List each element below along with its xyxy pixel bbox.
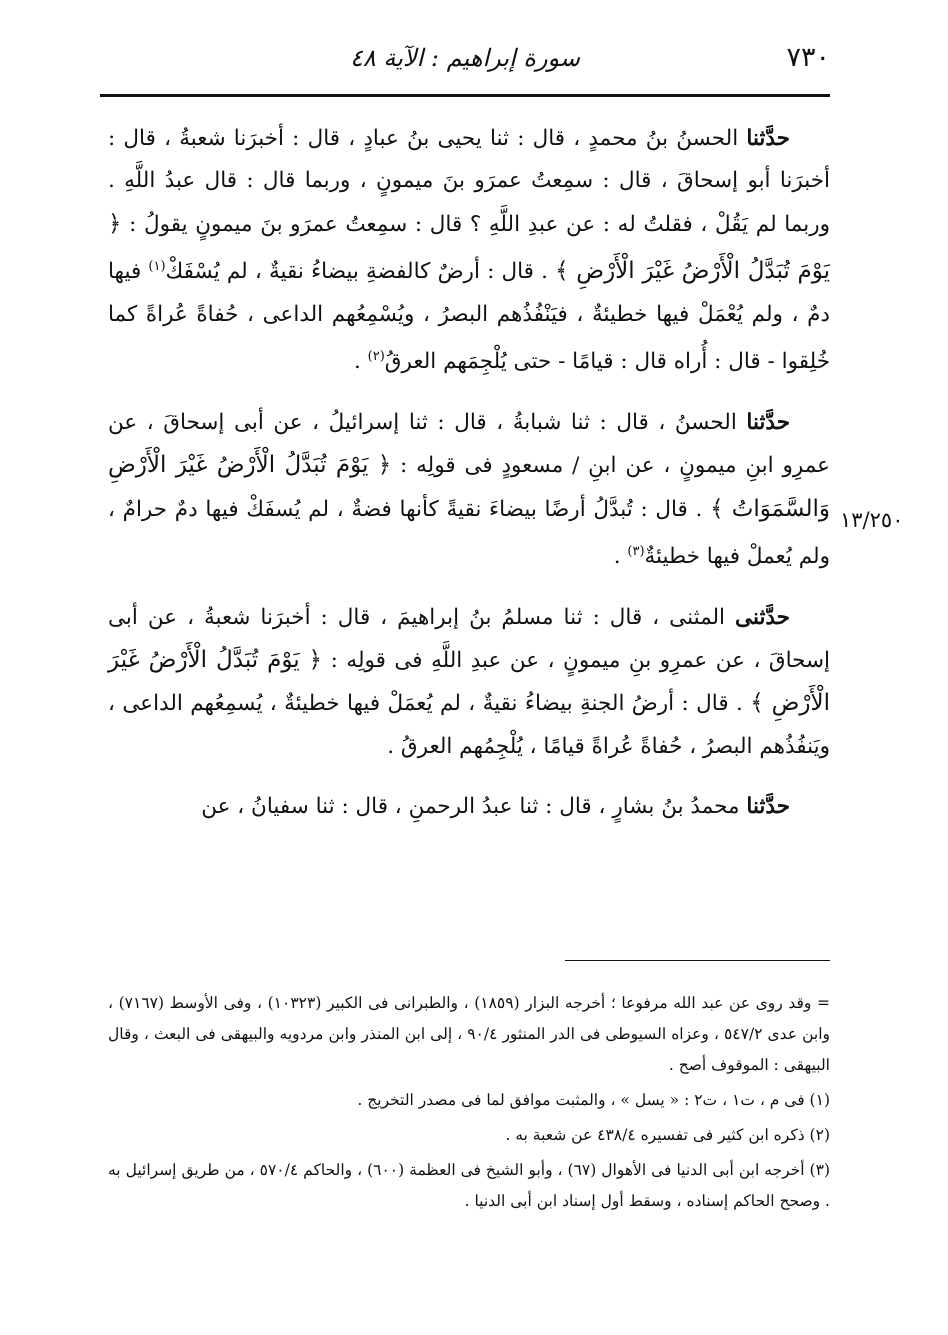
paragraph-text: . <box>353 349 368 375</box>
paragraph-lead: حدَّثنا <box>746 794 790 820</box>
footnote-ref[interactable]: (١) <box>148 259 166 275</box>
footnote-1: (١) فى م ، ت١ ، ت٢ : « يسل » ، والمثبت موافق لما فى مصدر التخريج . <box>357 1091 830 1109</box>
page-number: ٧٣٠ <box>786 42 830 73</box>
paragraph-text: المثنى ، قال : ثنا مسلمُ بنُ إبراهيمَ ، قال : أخبرَنا شعبةُ ، عن أبى إسحاقَ ، عن عمرِو بنِ ميمونٍ ، عن عبدِ اللَّهِ فى قولِه : <box>108 604 830 673</box>
footnote-continuation: = وقد روى عن عبد الله مرفوعا ؛ أخرجه البزار (١٨٥٩) ، والطبرانى فى الكبير (١٠٣٢٣) ، وفى الأوسط (٧١٦٧) ، وابن عدى ٥٤٧/٢ ، وعزاه السيوطى فى الدر المنثور ٩٠/٤ ، إلى ابن المنذر وابن مردويه والبيهقى فى البعث ، وقال البيهقى : الموقوف أصح . <box>108 994 831 1074</box>
paragraph-lead: حدَّثنا <box>746 409 790 435</box>
quran-verse: ﴿ يَوْمَ تُبَدَّلُ الْأَرْضُ غَيْرَ الْأَرْضِ ﴾ <box>108 210 831 285</box>
running-title: سورة إبراهيم : الآية ٤٨ <box>349 44 581 72</box>
footnotes <box>108 988 830 1221</box>
footnote-separator <box>565 960 830 961</box>
footnote-ref[interactable]: (٢) <box>367 349 385 365</box>
footnote-2: (٢) ذكره ابن كثير فى تفسيره ٤٣٨/٤ عن شعبة به . <box>505 1126 830 1144</box>
paragraph-text: . قال : أرضٌ كالفضةِ بيضاءُ نقيةٌ ، لم يُسْفَكْ <box>165 259 556 285</box>
paragraph-lead: حدَّثنى <box>735 604 790 630</box>
paragraph-text: . قال : تُبدَّلُ أرضًا بيضاءَ نقيةً كأنها فضةٌ ، لم يُسفَكْ فيها دمٌ حرامٌ ، ولم يُعملْ فيها خطيئةٌ <box>108 496 830 570</box>
paragraph-text: . <box>613 544 628 570</box>
paragraph-text: الحسنُ بنُ محمدٍ ، قال : ثنا يحيى بنُ عبادٍ ، قال : أخبرَنا شعبةُ ، قال : أخبرَنا أبو إسحاقَ ، قال : سمِعتُ عمرَو بنَ ميمونٍ ، وربما قال : قال عبدُ اللَّهِ . وربما لم يَقُلْ ، فقلتُ له : عن عبدِ اللَّهِ ؟ قال : سمِعتُ عمرَو بنَ ميمونٍ يقولُ : <box>108 126 830 237</box>
paragraph-1 <box>108 118 830 384</box>
header-rule <box>100 94 830 97</box>
footnote-3: (٣) أخرجه ابن أبى الدنيا فى الأهوال (٦٧) ، وأبو الشيخ فى العظمة (٦٠٠) ، والحاكم ٥٧٠/٤ ، من طريق إسرائيل به . وصحح الحاكم إسناده ، وسقط أول إسناد ابن أبى الدنيا . <box>108 1161 830 1210</box>
paragraph-text: محمدُ بنُ بشارٍ ، قال : ثنا عبدُ الرحمنِ ، قال : ثنا سفيانُ ، عن <box>201 794 747 820</box>
paragraph-text: . قال : أرضُ الجنةِ بيضاءُ نقيةٌ ، لم يُعمَلْ فيها خطيئةٌ ، يُسمِعُهم الداعى ، ويَنفُذُهم البصرُ ، حُفاةً عُراةً قيامًا ، يُلْجِمُهم العرقُ . <box>108 691 830 759</box>
main-text <box>108 118 830 847</box>
paragraph-text: الحسنُ ، قال : ثنا شبابةُ ، قال : ثنا إسرائيلُ ، عن أبى إسحاقَ ، عن عمرِو ابنِ ميمونٍ ، عن ابنِ / مسعودٍ فى قولِه : <box>108 409 830 479</box>
footnote-ref[interactable]: (٣) <box>627 543 645 559</box>
quran-verse: ﴿ يَوْمَ تُبَدَّلُ الْأَرْضُ غَيْرَ الْأَرْضِ وَالسَّمَوَاتُ ﴾ <box>108 452 830 522</box>
margin-reference: ١٣/٢٥٠ <box>840 508 904 532</box>
paragraph-lead: حدَّثنا <box>746 126 790 151</box>
page-header <box>100 38 830 94</box>
paragraph-text: فيها دمٌ ، ولم يُعْمَلْ فيها خطيئةٌ ، فيَنْفُذُهم البصرُ ، ويُسْمِعُهم الداعى ، حُفاةً عُراةً كما خُلِقوا - قال : أُراه قال : قيامًا - حتى يُلْجِمَهم العرقُ <box>108 259 830 375</box>
paragraph-4 <box>108 786 830 828</box>
paragraph-3 <box>108 597 830 769</box>
paragraph-2 <box>108 402 830 579</box>
quran-verse: ﴿ يَوْمَ تُبَدَّلُ الْأَرْضُ غَيْرَ الْأَرْضِ ﴾ <box>108 646 830 717</box>
